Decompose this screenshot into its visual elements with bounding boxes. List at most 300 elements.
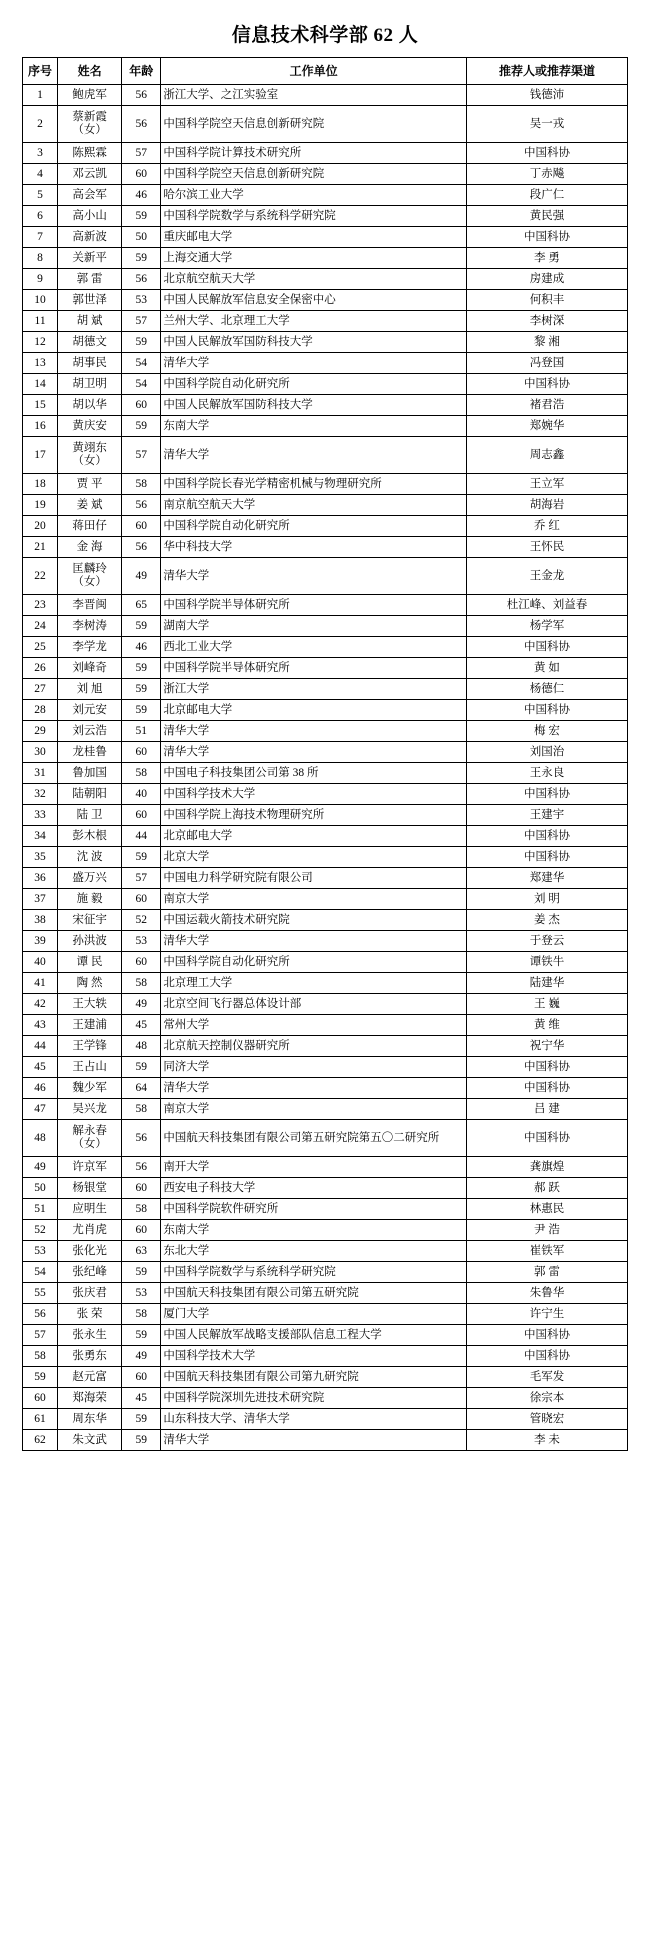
- cell-referrer: 钱德沛: [466, 85, 627, 106]
- cell-referrer: 中国科协: [466, 1078, 627, 1099]
- table-row: [23, 637, 628, 658]
- cell-organization: 中国科学院数学与系统科学研究院: [161, 1262, 467, 1283]
- table-row: [23, 1346, 628, 1367]
- cell-organization: 中国人民解放军国防科技大学: [161, 395, 467, 416]
- cell-age: 53: [122, 290, 161, 311]
- page-title: 信息技术科学部 62 人: [231, 25, 419, 46]
- cell-name: 陆 卫: [58, 805, 122, 826]
- cell-name: 胡以华: [58, 395, 122, 416]
- cell-referrer: 黄 如: [466, 658, 627, 679]
- table-row: [23, 474, 628, 495]
- cell-referrer: 郑建华: [466, 868, 627, 889]
- cell-referrer: 王建宇: [466, 805, 627, 826]
- table-row: [23, 537, 628, 558]
- cell-referrer: 王 巍: [466, 994, 627, 1015]
- table-row: [23, 1015, 628, 1036]
- table-row: [23, 1199, 628, 1220]
- cell-referrer: 崔铁军: [466, 1241, 627, 1262]
- cell-name: 龙桂鲁: [58, 742, 122, 763]
- cell-index: 21: [23, 537, 58, 558]
- cell-referrer: 朱鲁华: [466, 1283, 627, 1304]
- cell-referrer: 管晓宏: [466, 1409, 627, 1430]
- table-row: [23, 290, 628, 311]
- cell-age: 58: [122, 973, 161, 994]
- cell-referrer: 中国科协: [466, 700, 627, 721]
- table-row: [23, 826, 628, 847]
- cell-index: 35: [23, 847, 58, 868]
- cell-index: 2: [23, 106, 58, 143]
- cell-name: 李学龙: [58, 637, 122, 658]
- cell-name: 陆朝阳: [58, 784, 122, 805]
- cell-organization: 中国科学院自动化研究所: [161, 516, 467, 537]
- cell-organization: 清华大学: [161, 931, 467, 952]
- table-row: [23, 1430, 628, 1451]
- cell-referrer: 王立军: [466, 474, 627, 495]
- cell-name: 蒋田仔: [58, 516, 122, 537]
- cell-index: 29: [23, 721, 58, 742]
- cell-name: 宋征宇: [58, 910, 122, 931]
- table-row: [23, 931, 628, 952]
- table-row: [23, 1120, 628, 1157]
- table-row: [23, 784, 628, 805]
- cell-referrer: 郑婉华: [466, 416, 627, 437]
- cell-organization: 中国科学院空天信息创新研究院: [161, 164, 467, 185]
- cell-referrer: 吕 建: [466, 1099, 627, 1120]
- cell-index: 44: [23, 1036, 58, 1057]
- cell-index: 28: [23, 700, 58, 721]
- table-row: [23, 311, 628, 332]
- cell-organization: 南京大学: [161, 889, 467, 910]
- cell-referrer: 周志鑫: [466, 437, 627, 474]
- cell-organization: 北京航空航天大学: [161, 269, 467, 290]
- cell-name: 刘峰奇: [58, 658, 122, 679]
- cell-referrer: 杜江峰、刘益春: [466, 595, 627, 616]
- cell-index: 41: [23, 973, 58, 994]
- table-row: [23, 495, 628, 516]
- cell-referrer: 王永良: [466, 763, 627, 784]
- cell-organization: 中国科学院半导体研究所: [161, 595, 467, 616]
- cell-organization: 中国科学院数学与系统科学研究院: [161, 206, 467, 227]
- cell-organization: 中国科学院计算技术研究所: [161, 143, 467, 164]
- cell-referrer: 杨德仁: [466, 679, 627, 700]
- cell-referrer: 中国科协: [466, 143, 627, 164]
- cell-age: 59: [122, 847, 161, 868]
- cell-referrer: 毛军发: [466, 1367, 627, 1388]
- cell-name: 刘 旭: [58, 679, 122, 700]
- cell-index: 23: [23, 595, 58, 616]
- cell-referrer: 李 勇: [466, 248, 627, 269]
- cell-index: 25: [23, 637, 58, 658]
- cell-name: 鲍虎军: [58, 85, 122, 106]
- cell-name: 金 海: [58, 537, 122, 558]
- table-row: [23, 763, 628, 784]
- cell-referrer: 李 未: [466, 1430, 627, 1451]
- cell-age: 57: [122, 143, 161, 164]
- cell-index: 54: [23, 1262, 58, 1283]
- cell-index: 58: [23, 1346, 58, 1367]
- cell-index: 42: [23, 994, 58, 1015]
- cell-index: 15: [23, 395, 58, 416]
- cell-organization: 兰州大学、北京理工大学: [161, 311, 467, 332]
- cell-index: 50: [23, 1178, 58, 1199]
- cell-age: 63: [122, 1241, 161, 1262]
- cell-referrer: 黄 维: [466, 1015, 627, 1036]
- cell-organization: 中国航天科技集团有限公司第五研究院第五〇二研究所: [161, 1120, 467, 1157]
- cell-age: 59: [122, 1262, 161, 1283]
- cell-name: 赵元富: [58, 1367, 122, 1388]
- cell-name: 黄庆安: [58, 416, 122, 437]
- cell-index: 17: [23, 437, 58, 474]
- cell-referrer: 林惠民: [466, 1199, 627, 1220]
- cell-age: 56: [122, 537, 161, 558]
- cell-name: 魏少军: [58, 1078, 122, 1099]
- cell-age: 57: [122, 311, 161, 332]
- cell-index: 37: [23, 889, 58, 910]
- cell-age: 59: [122, 1430, 161, 1451]
- cell-age: 57: [122, 868, 161, 889]
- cell-referrer: 乔 红: [466, 516, 627, 537]
- cell-index: 59: [23, 1367, 58, 1388]
- cell-name: 孙洪波: [58, 931, 122, 952]
- cell-index: 46: [23, 1078, 58, 1099]
- cell-age: 45: [122, 1388, 161, 1409]
- cell-age: 59: [122, 416, 161, 437]
- cell-name: 郭 雷: [58, 269, 122, 290]
- cell-name: 匡麟玲 （女）: [58, 558, 122, 595]
- table-row: [23, 805, 628, 826]
- cell-index: 60: [23, 1388, 58, 1409]
- cell-age: 54: [122, 374, 161, 395]
- cell-organization: 东南大学: [161, 416, 467, 437]
- roster-body: [23, 85, 628, 1451]
- cell-referrer: 王金龙: [466, 558, 627, 595]
- cell-referrer: 徐宗本: [466, 1388, 627, 1409]
- cell-name: 王建浦: [58, 1015, 122, 1036]
- cell-name: 高会军: [58, 185, 122, 206]
- cell-index: 26: [23, 658, 58, 679]
- cell-organization: 北京邮电大学: [161, 826, 467, 847]
- cell-age: 60: [122, 805, 161, 826]
- table-row: [23, 973, 628, 994]
- cell-name: 朱文武: [58, 1430, 122, 1451]
- column-header-organization: 工作单位: [161, 58, 467, 85]
- table-row: [23, 1262, 628, 1283]
- cell-index: 55: [23, 1283, 58, 1304]
- cell-organization: 中国人民解放军国防科技大学: [161, 332, 467, 353]
- cell-referrer: 何积丰: [466, 290, 627, 311]
- cell-organization: 中国人民解放军战略支援部队信息工程大学: [161, 1325, 467, 1346]
- cell-organization: 哈尔滨工业大学: [161, 185, 467, 206]
- cell-index: 57: [23, 1325, 58, 1346]
- cell-age: 40: [122, 784, 161, 805]
- cell-age: 60: [122, 742, 161, 763]
- cell-age: 46: [122, 637, 161, 658]
- cell-age: 59: [122, 616, 161, 637]
- table-row: [23, 868, 628, 889]
- cell-organization: 清华大学: [161, 721, 467, 742]
- cell-age: 59: [122, 332, 161, 353]
- table-row: [23, 658, 628, 679]
- cell-name: 许京军: [58, 1157, 122, 1178]
- cell-age: 60: [122, 516, 161, 537]
- cell-referrer: 段广仁: [466, 185, 627, 206]
- cell-index: 16: [23, 416, 58, 437]
- cell-organization: 南京大学: [161, 1099, 467, 1120]
- table-row: [23, 227, 628, 248]
- cell-index: 40: [23, 952, 58, 973]
- table-row: [23, 1157, 628, 1178]
- cell-index: 1: [23, 85, 58, 106]
- cell-index: 51: [23, 1199, 58, 1220]
- cell-referrer: 谭铁牛: [466, 952, 627, 973]
- cell-referrer: 中国科协: [466, 1346, 627, 1367]
- cell-name: 高新波: [58, 227, 122, 248]
- cell-organization: 东南大学: [161, 1220, 467, 1241]
- table-row: [23, 700, 628, 721]
- table-row: [23, 395, 628, 416]
- cell-name: 应明生: [58, 1199, 122, 1220]
- cell-age: 56: [122, 1157, 161, 1178]
- cell-age: 56: [122, 1120, 161, 1157]
- column-header-name: 姓名: [58, 58, 122, 85]
- cell-index: 14: [23, 374, 58, 395]
- cell-name: 蔡新霞 （女）: [58, 106, 122, 143]
- cell-referrer: 中国科协: [466, 784, 627, 805]
- table-row: [23, 847, 628, 868]
- cell-age: 54: [122, 353, 161, 374]
- cell-age: 49: [122, 558, 161, 595]
- cell-index: 22: [23, 558, 58, 595]
- cell-name: 李树涛: [58, 616, 122, 637]
- cell-organization: 清华大学: [161, 353, 467, 374]
- cell-age: 58: [122, 763, 161, 784]
- cell-name: 王占山: [58, 1057, 122, 1078]
- table-row: [23, 558, 628, 595]
- table-row: [23, 889, 628, 910]
- cell-index: 18: [23, 474, 58, 495]
- cell-index: 11: [23, 311, 58, 332]
- cell-name: 周东华: [58, 1409, 122, 1430]
- cell-referrer: 中国科协: [466, 826, 627, 847]
- cell-name: 黄翊东 （女）: [58, 437, 122, 474]
- table-row: [23, 248, 628, 269]
- cell-age: 57: [122, 437, 161, 474]
- cell-age: 64: [122, 1078, 161, 1099]
- cell-age: 48: [122, 1036, 161, 1057]
- cell-age: 52: [122, 910, 161, 931]
- cell-age: 59: [122, 679, 161, 700]
- cell-age: 53: [122, 931, 161, 952]
- cell-index: 39: [23, 931, 58, 952]
- table-row: [23, 1409, 628, 1430]
- table-row: [23, 143, 628, 164]
- cell-age: 65: [122, 595, 161, 616]
- cell-index: 45: [23, 1057, 58, 1078]
- cell-age: 50: [122, 227, 161, 248]
- cell-index: 43: [23, 1015, 58, 1036]
- cell-referrer: 冯登国: [466, 353, 627, 374]
- cell-age: 58: [122, 1199, 161, 1220]
- cell-organization: 北京理工大学: [161, 973, 467, 994]
- cell-organization: 南京航空航天大学: [161, 495, 467, 516]
- cell-organization: 清华大学: [161, 1430, 467, 1451]
- table-row: [23, 1178, 628, 1199]
- cell-index: 27: [23, 679, 58, 700]
- cell-index: 32: [23, 784, 58, 805]
- cell-age: 58: [122, 474, 161, 495]
- cell-referrer: 祝宁华: [466, 1036, 627, 1057]
- cell-index: 31: [23, 763, 58, 784]
- cell-index: 20: [23, 516, 58, 537]
- cell-referrer: 胡海岩: [466, 495, 627, 516]
- cell-referrer: 王怀民: [466, 537, 627, 558]
- cell-age: 59: [122, 206, 161, 227]
- cell-index: 30: [23, 742, 58, 763]
- table-row: [23, 679, 628, 700]
- cell-referrer: 尹 浩: [466, 1220, 627, 1241]
- cell-name: 解永春 （女）: [58, 1120, 122, 1157]
- cell-organization: 南开大学: [161, 1157, 467, 1178]
- cell-organization: 东北大学: [161, 1241, 467, 1262]
- table-row: [23, 952, 628, 973]
- table-row: [23, 1283, 628, 1304]
- cell-index: 3: [23, 143, 58, 164]
- table-row: [23, 206, 628, 227]
- cell-index: 9: [23, 269, 58, 290]
- cell-organization: 上海交通大学: [161, 248, 467, 269]
- table-row: [23, 616, 628, 637]
- cell-organization: 重庆邮电大学: [161, 227, 467, 248]
- cell-organization: 北京大学: [161, 847, 467, 868]
- table-row: [23, 595, 628, 616]
- cell-referrer: 中国科协: [466, 1057, 627, 1078]
- cell-name: 吴兴龙: [58, 1099, 122, 1120]
- cell-index: 10: [23, 290, 58, 311]
- cell-referrer: 房建成: [466, 269, 627, 290]
- table-row: [23, 1036, 628, 1057]
- cell-name: 李晋闽: [58, 595, 122, 616]
- cell-referrer: 杨学军: [466, 616, 627, 637]
- cell-index: 47: [23, 1099, 58, 1120]
- cell-name: 张 荣: [58, 1304, 122, 1325]
- cell-age: 59: [122, 1325, 161, 1346]
- cell-name: 张化光: [58, 1241, 122, 1262]
- cell-referrer: 丁赤飚: [466, 164, 627, 185]
- cell-referrer: 李树深: [466, 311, 627, 332]
- cell-age: 45: [122, 1015, 161, 1036]
- cell-organization: 清华大学: [161, 742, 467, 763]
- cell-referrer: 许宁生: [466, 1304, 627, 1325]
- cell-referrer: 刘国治: [466, 742, 627, 763]
- cell-organization: 湖南大学: [161, 616, 467, 637]
- cell-name: 陈熙霖: [58, 143, 122, 164]
- table-row: [23, 1099, 628, 1120]
- cell-age: 49: [122, 1346, 161, 1367]
- table-row: [23, 1388, 628, 1409]
- cell-index: 36: [23, 868, 58, 889]
- cell-name: 刘云浩: [58, 721, 122, 742]
- table-row: [23, 269, 628, 290]
- roster-table: [22, 57, 628, 1451]
- cell-index: 8: [23, 248, 58, 269]
- cell-organization: 中国科学院软件研究所: [161, 1199, 467, 1220]
- cell-organization: 华中科技大学: [161, 537, 467, 558]
- cell-index: 38: [23, 910, 58, 931]
- cell-organization: 西安电子科技大学: [161, 1178, 467, 1199]
- cell-name: 杨银堂: [58, 1178, 122, 1199]
- cell-index: 13: [23, 353, 58, 374]
- cell-name: 刘元安: [58, 700, 122, 721]
- cell-referrer: 黎 湘: [466, 332, 627, 353]
- cell-referrer: 中国科协: [466, 374, 627, 395]
- table-row: [23, 374, 628, 395]
- cell-index: 7: [23, 227, 58, 248]
- cell-name: 张永生: [58, 1325, 122, 1346]
- cell-name: 彭木根: [58, 826, 122, 847]
- cell-organization: 中国航天科技集团有限公司第九研究院: [161, 1367, 467, 1388]
- cell-name: 邓云凯: [58, 164, 122, 185]
- cell-name: 胡卫明: [58, 374, 122, 395]
- cell-name: 王大轶: [58, 994, 122, 1015]
- column-header-age: 年龄: [122, 58, 161, 85]
- table-row: [23, 1241, 628, 1262]
- cell-organization: 中国科学院长春光学精密机械与物理研究所: [161, 474, 467, 495]
- cell-index: 4: [23, 164, 58, 185]
- cell-age: 60: [122, 395, 161, 416]
- cell-referrer: 褚君浩: [466, 395, 627, 416]
- cell-name: 张勇东: [58, 1346, 122, 1367]
- cell-organization: 厦门大学: [161, 1304, 467, 1325]
- cell-name: 胡德文: [58, 332, 122, 353]
- cell-name: 施 毅: [58, 889, 122, 910]
- cell-referrer: 郝 跃: [466, 1178, 627, 1199]
- cell-age: 59: [122, 700, 161, 721]
- table-row: [23, 185, 628, 206]
- table-row: [23, 353, 628, 374]
- table-row: [23, 721, 628, 742]
- cell-age: 44: [122, 826, 161, 847]
- cell-age: 56: [122, 106, 161, 143]
- cell-index: 62: [23, 1430, 58, 1451]
- column-header-referrer: 推荐人或推荐渠道: [466, 58, 627, 85]
- cell-referrer: 中国科协: [466, 1325, 627, 1346]
- table-row: [23, 910, 628, 931]
- cell-index: 5: [23, 185, 58, 206]
- cell-organization: 山东科技大学、清华大学: [161, 1409, 467, 1430]
- table-row: [23, 994, 628, 1015]
- cell-index: 12: [23, 332, 58, 353]
- cell-referrer: 中国科协: [466, 847, 627, 868]
- cell-referrer: 中国科协: [466, 227, 627, 248]
- cell-age: 56: [122, 495, 161, 516]
- cell-name: 关新平: [58, 248, 122, 269]
- cell-organization: 中国人民解放军信息安全保密中心: [161, 290, 467, 311]
- cell-organization: 北京航天控制仪器研究所: [161, 1036, 467, 1057]
- cell-referrer: 龚旗煌: [466, 1157, 627, 1178]
- cell-name: 贾 平: [58, 474, 122, 495]
- cell-referrer: 陆建华: [466, 973, 627, 994]
- table-row: [23, 332, 628, 353]
- cell-referrer: 刘 明: [466, 889, 627, 910]
- cell-age: 58: [122, 1304, 161, 1325]
- cell-index: 19: [23, 495, 58, 516]
- cell-age: 60: [122, 1220, 161, 1241]
- cell-name: 郑海荣: [58, 1388, 122, 1409]
- cell-index: 6: [23, 206, 58, 227]
- cell-referrer: 黄民强: [466, 206, 627, 227]
- cell-index: 61: [23, 1409, 58, 1430]
- cell-age: 60: [122, 1178, 161, 1199]
